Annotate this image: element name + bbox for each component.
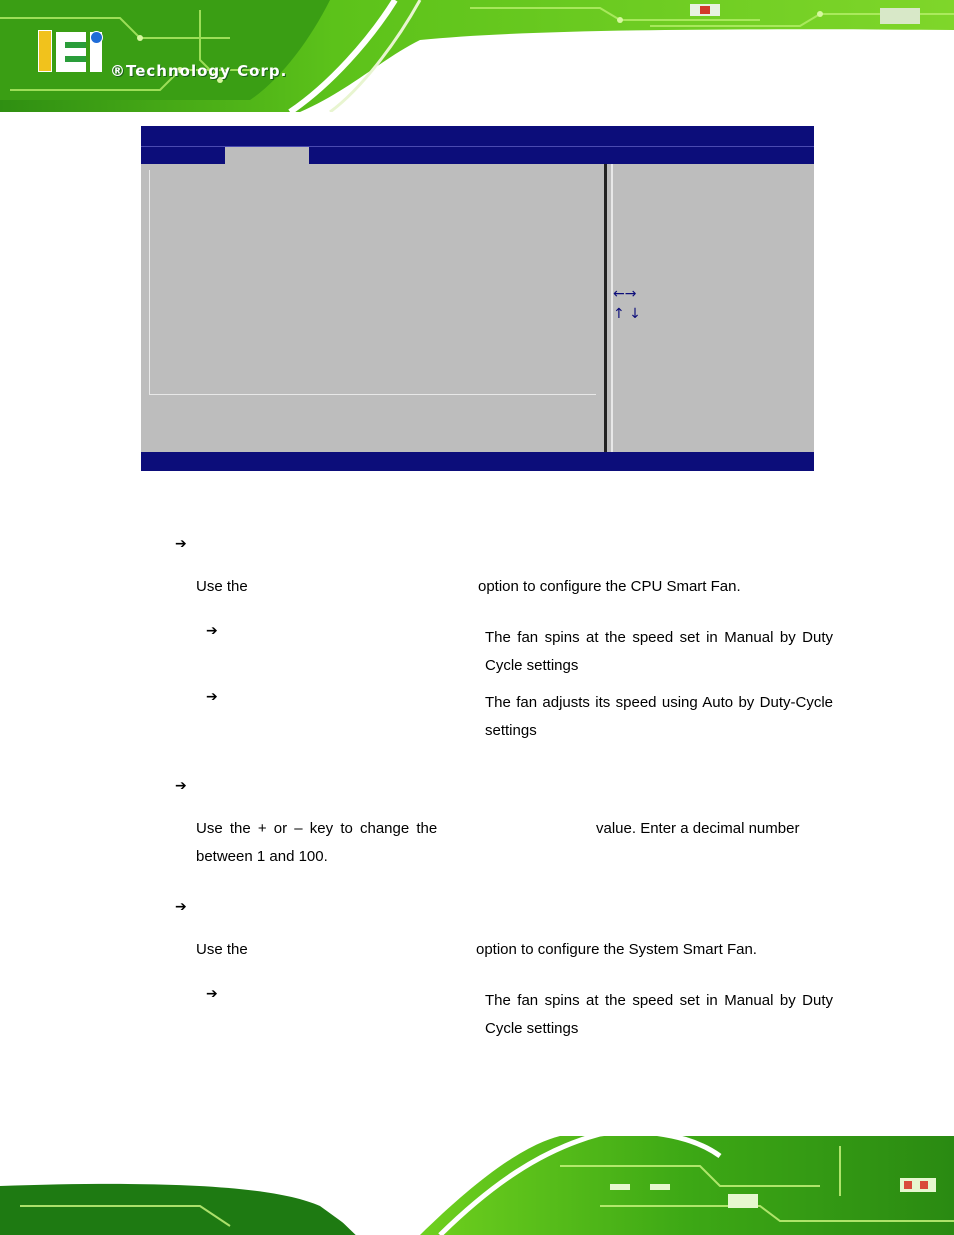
- bullet-arrow-icon: ➔: [175, 536, 187, 552]
- sys-fan-intro-right: option to configure the System Smart Fan.: [476, 941, 757, 958]
- bullet-arrow-icon: ➔: [175, 778, 187, 794]
- bullet-arrow-icon: ➔: [206, 689, 218, 705]
- company-name: ®Technology Corp.: [110, 62, 288, 80]
- bios-footer-bar: [141, 452, 814, 471]
- footer-banner: [0, 1126, 954, 1235]
- cpu-auto-description: The fan adjusts its speed using Auto by Duty-Cycle settings: [485, 694, 833, 739]
- logo-dot: [90, 31, 103, 44]
- bios-settings-panel: [141, 164, 604, 452]
- bios-tab-bar: [141, 146, 814, 164]
- up-down-arrow-icon: ↑ ↓: [613, 306, 641, 322]
- header-banner: [0, 0, 954, 112]
- bios-screenshot: [141, 126, 814, 471]
- bullet-arrow-icon: ➔: [175, 899, 187, 915]
- bios-title-bar: [141, 126, 814, 146]
- circuit-board-graphic: [0, 1126, 954, 1235]
- left-right-arrow-icon: ←→: [613, 286, 637, 302]
- duty-cycle-intro-left: Use the + or – key to change the: [196, 820, 438, 837]
- duty-cycle-intro-right: value. Enter a decimal number: [596, 820, 800, 837]
- circuit-board-graphic: [0, 0, 954, 112]
- cpu-manual-description: The fan spins at the speed set in Manual by Duty Cycle settings: [485, 629, 833, 674]
- bullet-arrow-icon: ➔: [206, 986, 218, 1002]
- bios-help-panel: [607, 164, 814, 452]
- cpu-fan-intro-left: Use the: [196, 578, 248, 595]
- bullet-arrow-icon: ➔: [206, 623, 218, 639]
- duty-cycle-range: between 1 and 100.: [196, 848, 328, 865]
- bios-settings-box: [149, 170, 596, 395]
- cpu-fan-intro-right: option to configure the CPU Smart Fan.: [478, 578, 741, 595]
- sys-fan-intro-left: Use the: [196, 941, 248, 958]
- sys-manual-description: The fan spins at the speed set in Manual by Duty Cycle settings: [485, 992, 833, 1037]
- bios-active-tab: [225, 147, 309, 164]
